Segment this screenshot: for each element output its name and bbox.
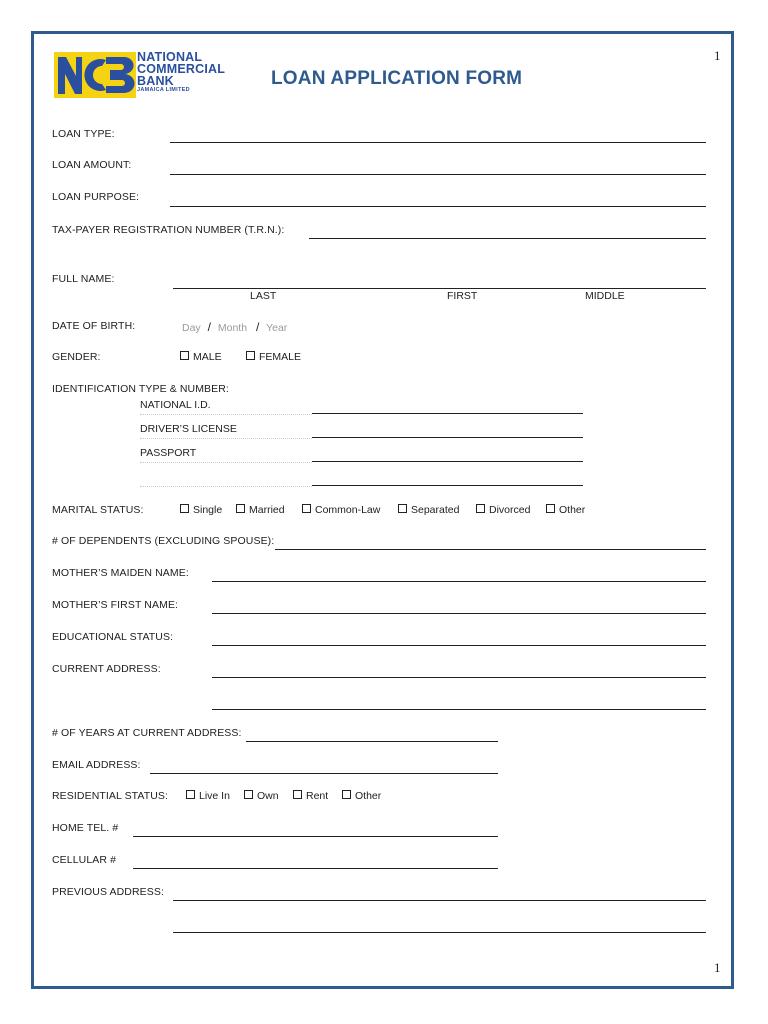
form-title: LOAN APPLICATION FORM bbox=[271, 68, 523, 89]
logo-line-4: JAMAICA LIMITED bbox=[137, 87, 190, 93]
email-label: EMAIL ADDRESS: bbox=[52, 759, 141, 771]
residential-other-checkbox[interactable] bbox=[342, 790, 351, 799]
logo-line-3: BANK bbox=[137, 74, 174, 88]
mother-maiden-label: MOTHER’S MAIDEN NAME: bbox=[52, 567, 189, 579]
loan-type-label: LOAN TYPE: bbox=[52, 128, 115, 140]
home-tel-label: HOME TEL. # bbox=[52, 822, 119, 834]
live-in-checkbox[interactable] bbox=[186, 790, 195, 799]
residential-live-in-option[interactable] bbox=[186, 790, 230, 802]
loan-purpose-label: LOAN PURPOSE: bbox=[52, 191, 140, 203]
page-number-top: 1 bbox=[714, 48, 721, 63]
marital-other-option[interactable] bbox=[546, 504, 585, 516]
education-field[interactable] bbox=[212, 645, 706, 646]
years-address-label: # OF YEARS AT CURRENT ADDRESS: bbox=[52, 727, 242, 739]
email-field[interactable] bbox=[150, 773, 498, 774]
female-label: FEMALE bbox=[259, 351, 302, 363]
logo-wordmark bbox=[137, 51, 225, 94]
current-address-label: CURRENT ADDRESS: bbox=[52, 663, 161, 675]
dob-year-placeholder: Year bbox=[266, 322, 288, 334]
mother-first-field[interactable] bbox=[212, 613, 706, 614]
marital-status-label: MARITAL STATUS: bbox=[52, 504, 144, 516]
cellular-label: CELLULAR # bbox=[52, 854, 117, 866]
residential-own-option[interactable] bbox=[244, 790, 279, 802]
ncb-logo-icon bbox=[54, 52, 136, 98]
marital-common-law-option[interactable] bbox=[302, 504, 380, 516]
full-name-label: FULL NAME: bbox=[52, 273, 115, 285]
education-label: EDUCATIONAL STATUS: bbox=[52, 631, 174, 643]
name-middle-caption: MIDDLE bbox=[585, 290, 625, 302]
divorced-label: Divorced bbox=[489, 504, 531, 516]
gender-male-option[interactable] bbox=[180, 351, 222, 363]
name-first-caption: FIRST bbox=[447, 290, 478, 302]
loan-amount-label: LOAN AMOUNT: bbox=[52, 159, 132, 171]
id-type-label: IDENTIFICATION TYPE & NUMBER: bbox=[52, 383, 229, 395]
name-last-caption: LAST bbox=[250, 290, 277, 302]
own-label: Own bbox=[257, 790, 279, 802]
page-number-bottom: 1 bbox=[714, 960, 721, 975]
marital-separated-option[interactable] bbox=[398, 504, 459, 516]
id-passport-guide bbox=[140, 462, 312, 463]
residential-rent-option[interactable] bbox=[293, 790, 328, 802]
id-national-field[interactable] bbox=[312, 413, 583, 414]
rent-label: Rent bbox=[306, 790, 329, 802]
logo-line-1: NATIONAL bbox=[137, 50, 203, 64]
id-national-guide bbox=[140, 414, 312, 415]
separated-label: Separated bbox=[411, 504, 460, 516]
common-law-label: Common-Law bbox=[315, 504, 381, 516]
dob-input[interactable] bbox=[182, 320, 287, 334]
cellular-field[interactable] bbox=[133, 868, 498, 869]
dependents-field[interactable] bbox=[275, 549, 706, 550]
id-driver-label: DRIVER’S LICENSE bbox=[140, 423, 237, 435]
full-name-field[interactable] bbox=[173, 288, 706, 289]
separated-checkbox[interactable] bbox=[398, 504, 407, 513]
id-passport-label: PASSPORT bbox=[140, 447, 197, 459]
gender-female-option[interactable] bbox=[246, 351, 301, 363]
marital-married-option[interactable] bbox=[236, 504, 285, 516]
id-driver-guide bbox=[140, 438, 312, 439]
divorced-checkbox[interactable] bbox=[476, 504, 485, 513]
loan-type-field[interactable] bbox=[170, 142, 706, 143]
rent-checkbox[interactable] bbox=[293, 790, 302, 799]
dob-month-placeholder: Month bbox=[217, 322, 248, 334]
id-driver-field[interactable] bbox=[312, 437, 583, 438]
years-address-field[interactable] bbox=[246, 741, 498, 742]
dob-separator-1: / bbox=[207, 320, 211, 334]
residential-other-label: Other bbox=[355, 790, 382, 802]
common-law-checkbox[interactable] bbox=[302, 504, 311, 513]
trn-label: TAX-PAYER REGISTRATION NUMBER (T.R.N.): bbox=[52, 224, 285, 236]
male-checkbox[interactable] bbox=[180, 351, 189, 360]
dob-separator-2: / bbox=[255, 320, 260, 334]
current-address-field-1[interactable] bbox=[212, 677, 706, 678]
current-address-field-2[interactable] bbox=[212, 709, 706, 710]
residential-other-option[interactable] bbox=[342, 790, 381, 802]
marital-divorced-option[interactable] bbox=[476, 504, 530, 516]
residential-status-label: RESIDENTIAL STATUS: bbox=[52, 790, 169, 802]
gender-label: GENDER: bbox=[52, 351, 101, 363]
married-label: Married bbox=[249, 504, 285, 516]
id-other-field[interactable] bbox=[312, 485, 583, 486]
trn-field[interactable] bbox=[309, 238, 706, 239]
mother-maiden-field[interactable] bbox=[212, 581, 706, 582]
marital-single-option[interactable] bbox=[180, 504, 222, 516]
female-checkbox[interactable] bbox=[246, 351, 255, 360]
id-other-guide bbox=[140, 486, 312, 487]
dob-label: DATE OF BIRTH: bbox=[52, 320, 136, 332]
previous-address-field-2[interactable] bbox=[173, 932, 706, 933]
male-label: MALE bbox=[193, 351, 222, 363]
marital-other-checkbox[interactable] bbox=[546, 504, 555, 513]
home-tel-field[interactable] bbox=[133, 836, 498, 837]
id-national-label: NATIONAL I.D. bbox=[140, 399, 211, 411]
own-checkbox[interactable] bbox=[244, 790, 253, 799]
dependents-label: # OF DEPENDENTS (EXCLUDING SPOUSE): bbox=[52, 535, 275, 547]
mother-first-label: MOTHER’S FIRST NAME: bbox=[52, 599, 179, 611]
marital-other-label: Other bbox=[559, 504, 586, 516]
married-checkbox[interactable] bbox=[236, 504, 245, 513]
single-label: Single bbox=[193, 504, 223, 516]
dob-day-placeholder: Day bbox=[182, 322, 201, 334]
logo-line-2: COMMERCIAL bbox=[137, 62, 226, 76]
previous-address-field-1[interactable] bbox=[173, 900, 706, 901]
live-in-label: Live In bbox=[199, 790, 230, 802]
id-passport-field[interactable] bbox=[312, 461, 583, 462]
previous-address-label: PREVIOUS ADDRESS: bbox=[52, 886, 164, 898]
single-checkbox[interactable] bbox=[180, 504, 189, 513]
loan-purpose-field[interactable] bbox=[170, 206, 706, 207]
loan-amount-field[interactable] bbox=[170, 174, 706, 175]
